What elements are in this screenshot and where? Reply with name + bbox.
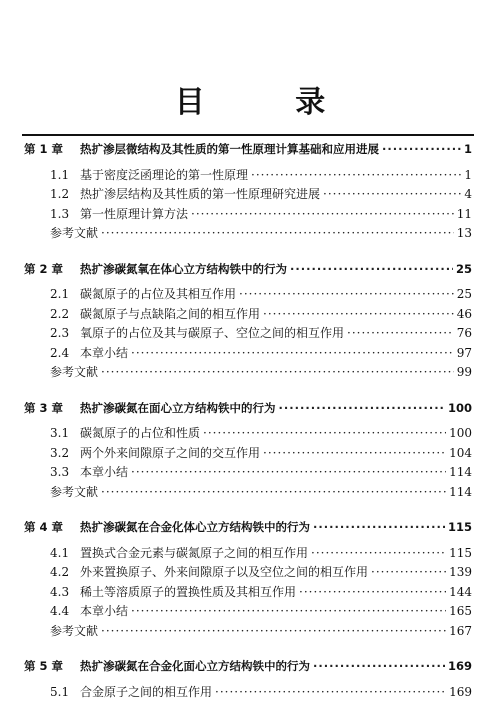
toc-references-entry — [50, 363, 472, 381]
toc-entry-number: 1.2 — [50, 187, 70, 201]
toc-page-number: 139 — [449, 565, 472, 579]
toc-entry-title: 外来置换原子、外来间隙原子以及空位之间的相互作用 — [80, 565, 369, 579]
toc-entry-title: 参考文献 — [50, 226, 99, 240]
toc-entry-title: 碳氮原子与点缺陷之间的相互作用 — [80, 306, 261, 321]
toc-page-number: 104 — [449, 445, 472, 460]
toc-page-number: 167 — [449, 623, 472, 638]
toc-entry-number: 第 5 章 — [24, 659, 64, 673]
toc-page-number: 25 — [456, 287, 472, 301]
toc-page-number: 46 — [456, 306, 472, 321]
toc-entry-number: 5.1 — [50, 684, 70, 699]
toc-dot-leader — [131, 463, 446, 481]
toc-entry-number: 4.4 — [50, 604, 70, 618]
toc-entry-number: 3.3 — [50, 465, 70, 479]
toc-page-number: 11 — [456, 206, 472, 221]
toc-entry-number: 4.2 — [50, 565, 70, 579]
toc-entry-number: 2.1 — [50, 287, 70, 301]
toc-page-number: 115 — [447, 520, 472, 534]
toc-entry-title: 热扩渗层微结构及其性质的第一性原理计算基础和应用进展 — [80, 142, 379, 156]
toc-section-entry — [50, 602, 472, 620]
toc-dot-leader — [382, 140, 461, 158]
toc-dot-leader — [101, 483, 446, 501]
toc-chapter-entry — [24, 657, 472, 675]
toc-dot-leader — [279, 399, 445, 417]
toc-entry-title: 本章小结 — [80, 604, 129, 618]
toc-entry-title: 热扩渗层结构及其性质的第一性原理研究进展 — [80, 187, 321, 201]
toc-dot-leader — [347, 324, 454, 342]
toc-dot-leader — [263, 444, 446, 462]
toc-dot-leader — [101, 224, 454, 242]
toc-entry-title: 热扩渗碳氮在合金化面心立方结构铁中的行为 — [80, 659, 310, 673]
toc-dot-leader — [131, 602, 446, 620]
toc-page-number: 1 — [463, 142, 472, 156]
toc-references-entry — [50, 483, 472, 501]
toc-chapter-entry — [24, 399, 472, 417]
toc-entry-title: 参考文献 — [50, 365, 99, 379]
toc-dot-leader — [313, 657, 445, 675]
toc-chapter-entry — [24, 260, 472, 278]
toc-page-number: 169 — [447, 659, 472, 673]
toc-entry-title: 本章小结 — [80, 345, 129, 360]
toc-page-number: 97 — [456, 345, 472, 360]
toc-section-entry — [50, 285, 472, 303]
toc-entry-title: 本章小结 — [80, 465, 129, 479]
toc-chapter-entry — [24, 140, 472, 158]
toc-entry-title: 热扩渗碳氮在面心立方结构铁中的行为 — [80, 400, 276, 415]
toc-entry-title: 基于密度泛函理论的第一性原理 — [80, 167, 249, 182]
toc-entry-title: 热扩渗碳氮氧在体心立方结构铁中的行为 — [80, 261, 287, 276]
toc-dot-leader — [239, 285, 454, 303]
toc-page-number: 1 — [464, 167, 472, 182]
toc-page-number: 114 — [449, 484, 472, 499]
toc-entry-title: 碳氮原子的占位和性质 — [80, 426, 201, 440]
toc-page-number: 114 — [449, 465, 472, 479]
toc-entry-number: 4.1 — [50, 545, 70, 560]
toc-references-entry — [50, 224, 472, 242]
toc-entry-number: 第 3 章 — [24, 400, 64, 415]
toc-section-entry — [50, 683, 472, 701]
toc-page-number: 4 — [464, 187, 472, 201]
toc-entry-number: 1.1 — [50, 167, 70, 182]
page-title: 目 录 — [174, 85, 366, 120]
toc-section-entry — [50, 344, 472, 362]
toc-dot-leader — [311, 544, 446, 562]
toc-dot-leader — [215, 683, 446, 701]
toc-section-entry — [50, 463, 472, 481]
toc-section-entry — [50, 185, 472, 203]
toc-section-entry — [50, 424, 472, 442]
toc-dot-leader — [101, 363, 454, 381]
toc-page-number: 144 — [449, 584, 472, 599]
toc-entry-title: 热扩渗碳氮在合金化体心立方结构铁中的行为 — [80, 520, 310, 534]
toc-entry-number: 2.3 — [50, 326, 70, 340]
toc-page-number: 115 — [449, 545, 472, 560]
toc-entry-number: 4.3 — [50, 584, 70, 599]
toc-entry-title: 氧原子的占位及其与碳原子、空位之间的相互作用 — [80, 326, 345, 340]
toc-dot-leader — [313, 518, 445, 536]
toc-section-entry — [50, 166, 472, 184]
toc-dot-leader — [203, 424, 446, 442]
title-rule — [22, 134, 474, 136]
toc-entry-title: 碳氮原子的占位及其相互作用 — [80, 287, 237, 301]
toc-entry-title: 参考文献 — [50, 484, 99, 499]
toc-dot-leader — [323, 185, 461, 203]
toc-page-number: 100 — [449, 426, 472, 440]
toc-dot-leader — [299, 583, 446, 601]
toc-section-entry — [50, 305, 472, 323]
toc-entry-number: 第 4 章 — [24, 520, 64, 534]
toc-entry-number: 2.2 — [50, 306, 70, 321]
toc-entry-number: 第 1 章 — [24, 142, 64, 156]
toc-chapter-entry — [24, 518, 472, 536]
toc-dot-leader — [101, 622, 446, 640]
toc-section-entry — [50, 444, 472, 462]
toc-entry-title: 合金原子之间的相互作用 — [80, 684, 213, 699]
toc-entry-title: 置换式合金元素与碳氮原子之间的相互作用 — [80, 545, 309, 560]
toc-page-number: 13 — [456, 226, 472, 240]
toc-dot-leader — [290, 260, 453, 278]
toc-entry-title: 两个外来间隙原子之间的交互作用 — [80, 445, 261, 460]
toc-page-number: 165 — [449, 604, 472, 618]
toc-entry-number: 1.3 — [50, 206, 70, 221]
toc-section-entry — [50, 544, 472, 562]
toc-references-entry — [50, 622, 472, 640]
toc-entry-number: 3.1 — [50, 426, 70, 440]
toc-section-entry — [50, 205, 472, 223]
toc-section-entry — [50, 563, 472, 581]
toc-dot-leader — [131, 344, 454, 362]
toc-section-entry — [50, 324, 472, 342]
toc-page-number: 169 — [449, 684, 472, 699]
toc-dot-leader — [251, 166, 461, 184]
toc-section-entry — [50, 583, 472, 601]
toc-entry-number: 第 2 章 — [24, 261, 64, 276]
toc-entry-title: 稀土等溶质原子的置换性质及其相互作用 — [80, 584, 297, 599]
toc-entry-number: 2.4 — [50, 345, 70, 360]
toc-entry-number: 3.2 — [50, 445, 70, 460]
toc-dot-leader — [371, 563, 446, 581]
toc-entry-title: 参考文献 — [50, 623, 99, 638]
toc-dot-leader — [191, 205, 454, 223]
toc-entry-title: 第一性原理计算方法 — [80, 206, 189, 221]
toc-page-number: 76 — [456, 326, 472, 340]
toc-page-number: 99 — [456, 365, 472, 379]
toc-page-number: 100 — [447, 400, 472, 415]
toc-dot-leader — [263, 305, 454, 323]
toc-page-number: 25 — [455, 261, 472, 276]
